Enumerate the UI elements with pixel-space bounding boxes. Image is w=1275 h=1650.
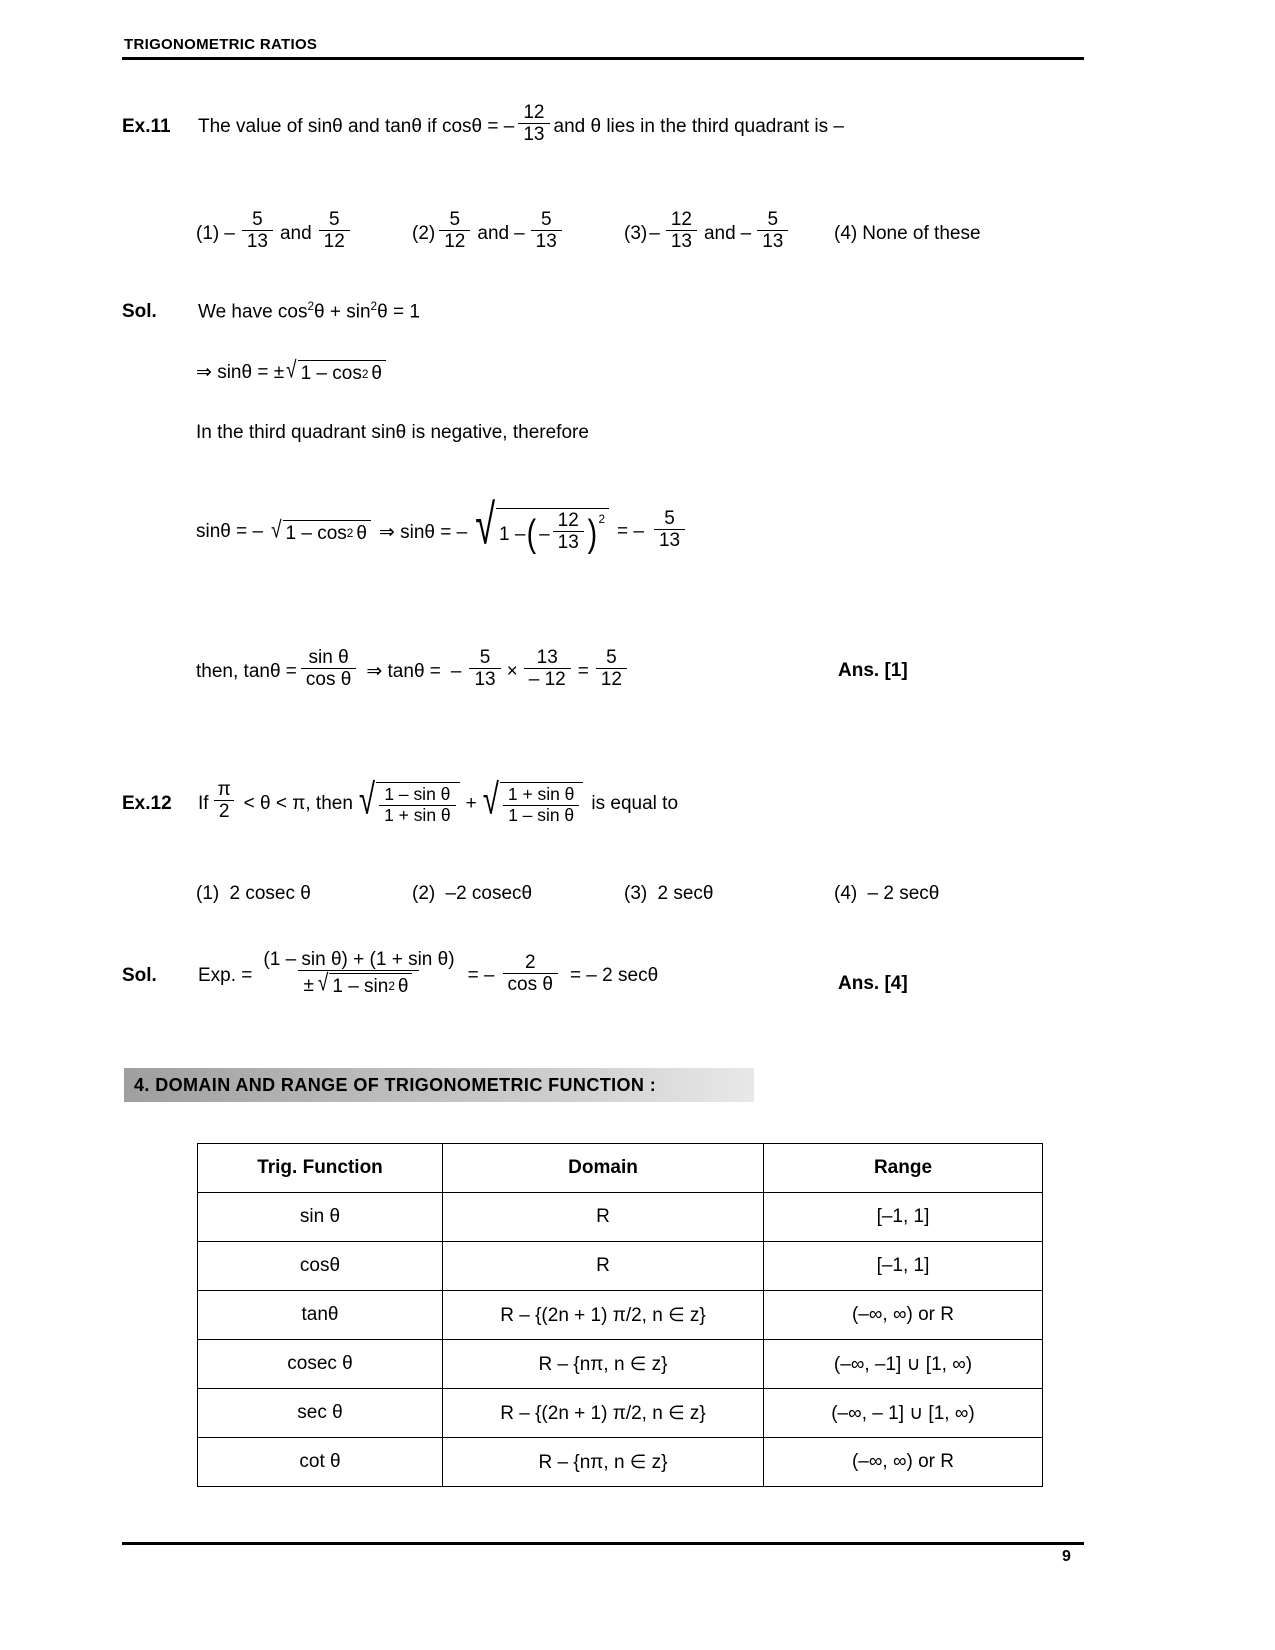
- sol11-l4-result-den: 13: [654, 529, 685, 551]
- sol11-l4-inner-den: 13: [553, 531, 584, 553]
- sol11-l5-f2-den: – 12: [524, 668, 571, 690]
- option-3-fraction-1-denominator: 13: [666, 230, 697, 252]
- sol12-radicand: [329, 973, 412, 997]
- option-4-text: – 2 secθ: [867, 883, 940, 904]
- sol12-f2-num: 2: [524, 951, 536, 973]
- sol12-numerator: (1 – sin θ) + (1 + sin θ): [263, 949, 455, 971]
- solution-11-line-2: [196, 357, 388, 385]
- answer-11: Ans. [1]: [838, 660, 908, 681]
- option-1-label: (1): [196, 222, 220, 244]
- solution-11-line-3: [196, 422, 589, 444]
- q11-fraction-numerator: 12: [523, 102, 545, 124]
- sol11-l4-radicand-right: [496, 508, 609, 557]
- sol11-l4-sqrt-right: [475, 491, 609, 557]
- option-4[interactable]: [834, 883, 939, 905]
- option-3-sign-2: –: [740, 222, 752, 244]
- sol11-l1-sup2: 2: [370, 300, 378, 313]
- example-12-options: [196, 883, 1096, 905]
- q12-mid: < θ < π, then: [243, 792, 353, 814]
- table-row: [198, 1242, 1043, 1291]
- cell-function: tanθ: [198, 1291, 443, 1340]
- cell-function: cot θ: [198, 1438, 443, 1487]
- option-4[interactable]: [834, 223, 981, 245]
- sol12-f2-den: cos θ: [503, 973, 558, 995]
- sol11-l2-rad-b: θ: [371, 363, 382, 384]
- sol11-l5-sin: sin θ: [308, 647, 349, 669]
- cell-domain: R – {(2n + 1) π/2, n ∈ z}: [443, 1291, 764, 1340]
- option-2-sign-2: –: [514, 222, 525, 244]
- sol11-l5-mid: ⇒ tanθ =: [366, 661, 441, 683]
- multiplication-icon: ×: [506, 660, 518, 682]
- q11-fraction: [518, 102, 549, 146]
- radical-icon: √: [286, 357, 297, 384]
- option-2[interactable]: [412, 883, 624, 905]
- sol11-l1-b: θ + sin: [314, 301, 371, 323]
- cell-range: (–∞, ∞) or R: [764, 1438, 1043, 1487]
- cell-function: sin θ: [198, 1193, 443, 1242]
- solution-11-line-1: [122, 300, 420, 323]
- example-12-tag: Ex.12: [122, 792, 172, 814]
- column-header-range: Range: [764, 1144, 1043, 1193]
- section-heading-banner: [124, 1068, 754, 1102]
- option-1-fraction-2-denominator: 12: [319, 230, 350, 252]
- cell-domain: R – {(2n + 1) π/2, n ∈ z}: [443, 1389, 764, 1438]
- sol12-sqrt: [318, 973, 413, 997]
- option-4-label: (4): [834, 222, 858, 244]
- paren-close-icon: ): [587, 513, 597, 556]
- q12-f1-den: 1 + sin θ: [379, 805, 456, 826]
- sol11-l2-sqrt: [286, 357, 386, 385]
- solution-12-tag: Sol.: [122, 965, 157, 987]
- cell-domain: R – {nπ, n ∈ z}: [443, 1438, 764, 1487]
- sol11-l5-lead: then, tanθ =: [196, 660, 297, 682]
- sol11-l5-f3-den: 12: [596, 668, 627, 690]
- q12-sqrt-1: [358, 776, 460, 825]
- table-row: [198, 1193, 1043, 1242]
- sol11-l4-inner-fraction: [553, 510, 584, 554]
- sol11-l5-fraction-2: [524, 647, 571, 691]
- column-header-function: Trig. Function: [198, 1144, 443, 1193]
- option-3-fraction-2: [757, 209, 788, 253]
- option-1-conjunction: and: [279, 222, 312, 244]
- radical-icon: √: [317, 971, 329, 998]
- cell-function: cosθ: [198, 1242, 443, 1291]
- q12-lead: If: [198, 792, 209, 814]
- option-1[interactable]: [196, 883, 412, 905]
- solution-11-line-4: [196, 491, 689, 557]
- domain-range-table: [197, 1143, 1043, 1487]
- q12-sqrt-2: [482, 776, 584, 825]
- sol11-l5-eq: =: [577, 660, 589, 682]
- option-1-fraction-1: [242, 209, 273, 253]
- solution-12-expression: [198, 949, 659, 1001]
- solution-11-line-5: [196, 647, 1096, 694]
- q12-radicand-1: [376, 782, 460, 825]
- q11-part2: and θ lies in the third quadrant is –: [553, 115, 844, 137]
- cell-function: sec θ: [198, 1389, 443, 1438]
- sol11-l4-result-fraction: [654, 508, 685, 552]
- option-2-conjunction: and: [477, 222, 510, 244]
- cell-domain: R – {nπ, n ∈ z}: [443, 1340, 764, 1389]
- q12-inner-fraction-1: [379, 785, 456, 825]
- example-11-question: [122, 102, 1084, 149]
- option-1-text: 2 cosec θ: [229, 883, 311, 904]
- column-header-domain: Domain: [443, 1144, 764, 1193]
- option-4-label: (4): [834, 883, 858, 904]
- cell-range: [–1, 1]: [764, 1242, 1043, 1291]
- sol11-l2-radicand: [298, 360, 386, 385]
- footer-divider: [122, 1542, 1084, 1545]
- option-1-fraction-1-numerator: 5: [252, 209, 263, 231]
- table-row: [198, 1291, 1043, 1340]
- solution-12: [122, 949, 659, 1001]
- sol12-rad-b: θ: [397, 976, 409, 998]
- option-2-text: –2 cosecθ: [445, 883, 533, 904]
- q12-radicand-2: [500, 782, 584, 825]
- sol11-l5-f2-num: 13: [536, 647, 558, 669]
- option-2-fraction-2-numerator: 5: [540, 209, 552, 231]
- option-1-fraction-2-numerator: 5: [328, 209, 340, 231]
- sol11-l4-rad-sup: 2: [346, 527, 354, 541]
- page-header: [122, 36, 1084, 60]
- sol11-l5-f1-num: 5: [479, 647, 491, 669]
- example-11-tag: Ex.11: [122, 115, 171, 137]
- q12-inner-fraction-2: [503, 785, 580, 825]
- radical-icon: √: [475, 491, 495, 555]
- option-3[interactable]: [624, 883, 834, 905]
- radical-icon: √: [358, 776, 376, 824]
- sol11-l5-fraction-1: [469, 647, 500, 691]
- sol11-l4-inner-num: 12: [557, 510, 579, 532]
- option-2-fraction-2-denominator: 13: [531, 230, 562, 252]
- option-3-fraction-1-numerator: 12: [670, 209, 692, 231]
- option-3-fraction-1: [666, 209, 697, 253]
- table-row: [198, 1389, 1043, 1438]
- radical-icon: √: [271, 517, 282, 544]
- paren-open-icon: (: [527, 513, 537, 556]
- sol11-l4-lead: sinθ = –: [196, 521, 264, 543]
- option-3-fraction-2-numerator: 5: [767, 209, 779, 231]
- sol11-l4-result-num: 5: [664, 507, 675, 529]
- q12-plus: +: [465, 792, 477, 814]
- solution-11-tag: Sol.: [122, 300, 157, 322]
- sol11-l2-rad-sup: 2: [361, 367, 369, 381]
- sol11-l5-fraction-3: [596, 647, 627, 691]
- header-divider: [122, 57, 1084, 60]
- sol11-l1-c: θ = 1: [377, 301, 420, 323]
- sol11-l2-lead: ⇒ sinθ = ±: [196, 362, 285, 383]
- answer-12: Ans. [4]: [838, 973, 908, 994]
- sol11-l5-fraction-sincos: [301, 647, 356, 691]
- q12-f2-num: 1 + sin θ: [507, 784, 575, 805]
- table-row: [198, 1438, 1043, 1487]
- table-row: [198, 1340, 1043, 1389]
- sol11-l5-f3-num: 5: [606, 647, 617, 669]
- example-11-options: [196, 209, 1096, 256]
- option-3-text: 2 secθ: [657, 883, 714, 904]
- q11-part1: The value of sinθ and tanθ if cosθ = –: [198, 115, 515, 137]
- example-12-question: [122, 776, 679, 826]
- option-1-fraction-2: [319, 209, 350, 253]
- cell-range: (–∞, – 1] ∪ [1, ∞): [764, 1389, 1043, 1438]
- sol11-l4-radicand-left: [283, 520, 371, 545]
- option-3-label: (3): [624, 883, 648, 904]
- option-2-fraction-1-numerator: 5: [449, 209, 461, 231]
- sol11-l4-mid: ⇒ sinθ = –: [378, 521, 468, 543]
- sol12-eq-1: = –: [467, 965, 495, 987]
- option-1-sign-1: –: [224, 222, 235, 244]
- cell-range: (–∞, –1] ∪ [1, ∞): [764, 1340, 1043, 1389]
- sol12-lead: Exp. =: [198, 965, 253, 987]
- sol11-l4-inner-sign: –: [539, 523, 550, 545]
- cell-domain: R: [443, 1193, 764, 1242]
- page-number: 9: [1062, 1548, 1071, 1565]
- cell-range: [–1, 1]: [764, 1193, 1043, 1242]
- option-3-conjunction: and: [703, 222, 736, 244]
- sol11-l2-rad-a: 1 – cos: [300, 363, 362, 384]
- cell-range: (–∞, ∞) or R: [764, 1291, 1043, 1340]
- radical-icon: √: [482, 776, 499, 824]
- solution-11-identity: [198, 300, 420, 323]
- sol11-l4-eq: = –: [617, 521, 644, 543]
- sol11-l4-inner-pow: 2: [598, 513, 605, 526]
- q12-fraction-pi-2: [213, 779, 236, 823]
- option-1-fraction-1-denominator: 13: [242, 230, 273, 252]
- q12-fraction-denominator: 2: [214, 800, 235, 822]
- example-12-question-text: [198, 776, 679, 826]
- option-3-fraction-2-denominator: 13: [757, 230, 788, 252]
- option-2-label: (2): [412, 883, 436, 904]
- example-11-question-text: [198, 102, 844, 149]
- sol11-l5-sign: –: [450, 660, 462, 682]
- option-1-label: (1): [196, 883, 220, 904]
- sol11-l5-cos: cos θ: [301, 668, 356, 690]
- table-header-row: [198, 1144, 1043, 1193]
- header-title: TRIGONOMETRIC RATIOS: [124, 36, 318, 53]
- sol12-rad-sup: 2: [388, 980, 395, 994]
- option-4-text: None of these: [862, 222, 981, 244]
- sol12-denominator: [298, 970, 419, 997]
- q11-fraction-denominator: 13: [518, 123, 549, 145]
- sol11-l1-a: We have cos: [198, 301, 308, 323]
- sol12-fraction-2: [503, 952, 558, 996]
- sol11-l4-inner-lead: 1 –: [499, 523, 526, 545]
- option-2-fraction-2: [531, 209, 562, 253]
- sol11-l5-f1-den: 13: [469, 668, 500, 690]
- q12-tail: is equal to: [591, 792, 679, 814]
- option-3[interactable]: [624, 209, 834, 256]
- section-heading-text: 4. DOMAIN AND RANGE OF TRIGONOMETRIC FUNCTION :: [134, 1074, 657, 1095]
- option-1[interactable]: [196, 209, 412, 256]
- sol12-main-fraction: [258, 949, 459, 998]
- q12-f1-num: 1 – sin θ: [384, 784, 451, 805]
- q12-f2-den: 1 – sin θ: [503, 805, 579, 826]
- sol11-l1-sup1: 2: [307, 300, 315, 313]
- option-3-label: (3): [624, 222, 648, 244]
- sol11-l3-text: In the third quadrant sinθ is negative, therefore: [196, 422, 589, 443]
- cell-domain: R: [443, 1242, 764, 1291]
- option-2-fraction-1: [439, 209, 470, 253]
- sol11-l4-rad-a: 1 – cos: [285, 522, 347, 544]
- cell-function: cosec θ: [198, 1340, 443, 1389]
- sol12-rad-a: 1 – sin: [332, 976, 389, 998]
- q12-fraction-numerator: π: [217, 779, 231, 801]
- sol11-l4-sqrt-left: [271, 517, 371, 545]
- option-2-fraction-1-denominator: 12: [439, 230, 470, 252]
- option-3-sign-1: –: [649, 222, 660, 244]
- sol11-l4-rad-b: θ: [356, 522, 367, 544]
- sol12-pm-sign: ±: [303, 974, 314, 996]
- option-2[interactable]: [412, 209, 624, 256]
- sol12-eq-2: = – 2 secθ: [569, 965, 659, 987]
- option-2-label: (2): [412, 222, 436, 244]
